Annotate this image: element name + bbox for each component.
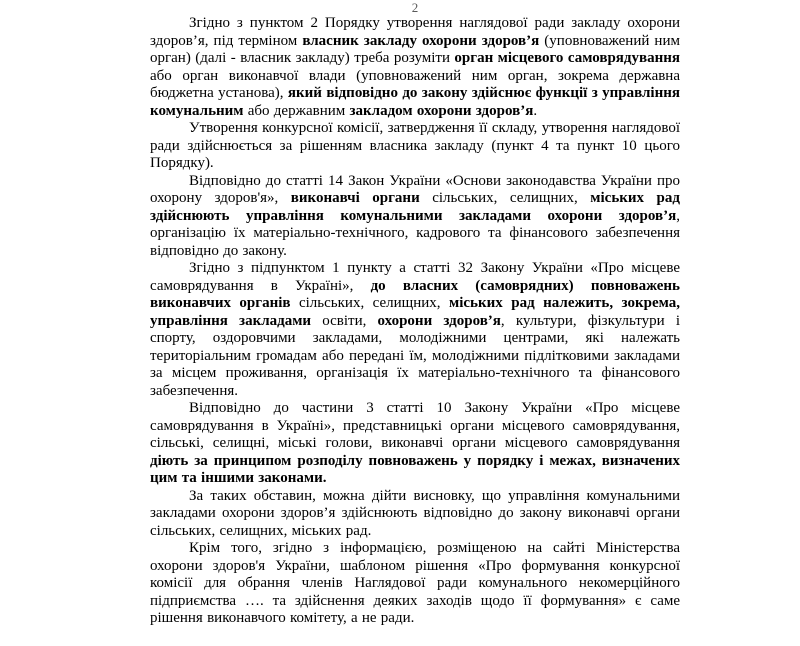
bold-text-run: власник закладу охорони здоров’я xyxy=(302,32,540,49)
bold-text-run: до власних (самоврядних) повноважень виконавчих органів xyxy=(150,277,680,311)
bold-text-run: закладом охорони здоров’я xyxy=(349,102,534,119)
bold-text-run: охорони здоров’я xyxy=(377,312,501,329)
text-run: освіти, xyxy=(311,312,378,329)
document-body xyxy=(150,15,680,628)
text-run: або орган виконавчої влади (уповноважений ним орган, зокрема державна бюджетна установа), xyxy=(150,67,680,101)
bold-text-run: діють за принципом розподілу повноважень у порядку і межах, визначених цим та іншими законами. xyxy=(150,452,680,486)
paragraph xyxy=(150,173,680,261)
paragraph xyxy=(150,120,680,173)
text-run: Відповідно до частини 3 статті 10 Закону України «Про місцеве самоврядування в Україні», представницькі органи місцевого самоврядування, сільські, селищні, міські голови, виконавчі органи місцевого самоврядування xyxy=(150,400,680,451)
bold-text-run: міських рад здійснюють управління комунальними закладами охорони здоров’я xyxy=(150,190,680,224)
text-run: . xyxy=(533,102,538,119)
text-run: , організацію їх матеріально-технічного, кадрового та фінансового забезпечення відповідно до закону. xyxy=(150,207,680,259)
paragraph xyxy=(150,540,680,628)
text-run: (уповноважений ним орган) (далі - власник закладу) треба розуміти xyxy=(150,32,680,66)
bold-text-run: виконавчі органи xyxy=(290,190,420,206)
bold-text-run: міських рад належить, зокрема, управління закладами xyxy=(150,295,680,329)
paragraph xyxy=(150,400,680,488)
text-run: За таких обставин, можна дійти висновку, що управління комунальними закладами охорони здоров’я здійснюють відповідно до закону виконавчі органи сільських, селищних, міських рад. xyxy=(150,487,680,539)
bold-text-run: орган місцевого самоврядування xyxy=(454,50,680,66)
text-run: сільських, селищних, xyxy=(419,190,591,206)
paragraph xyxy=(150,488,680,541)
paragraph xyxy=(150,15,680,120)
bold-text-run: який відповідно до закону здійснює функції з управління комунальним xyxy=(150,85,681,119)
text-run: Згідно з пунктом 2 Порядку утворення наглядової ради закладу охорони здоров’я, під терміном xyxy=(150,15,680,49)
page-number: 2 xyxy=(411,0,419,15)
text-run: Відповідно до статті 14 Закон України «Основи законодавства України про охорону здоров'я», xyxy=(150,172,680,206)
text-run: сільських, селищних, xyxy=(290,295,450,311)
text-run: , культури, фізкультури і спорту, оздоровчими закладами, молодіжними центрами, які належать територіальним громадам або передані їм, молодіжними підлітковими закладами за місцем проживання, організація їх матеріально-технічного та фінансового забезпечення. xyxy=(150,312,680,399)
paragraph xyxy=(150,260,680,400)
text-run: Крім того, згідно з інформацією, розміщеною на сайті Міністерства охорони здоров'я України, шаблоном рішення «Про формування конкурсної комісії для обрання членів Наглядової ради комунального некомерційного підприємства …. та здійснення деяких заходів щодо її формування» є саме рішення виконавчого комітету, а не ради. xyxy=(150,540,680,626)
text-run: Згідно з підпунктом 1 пункту а статті 32 Закону України «Про місцеве самоврядування в Україні», xyxy=(150,260,680,294)
text-run: або державним xyxy=(243,102,350,119)
text-run: Утворення конкурсної комісії, затвердження її складу, утворення наглядової ради здійснюється за рішенням власника закладу (пункт 4 та пункт 10 цього Порядку). xyxy=(150,120,680,171)
